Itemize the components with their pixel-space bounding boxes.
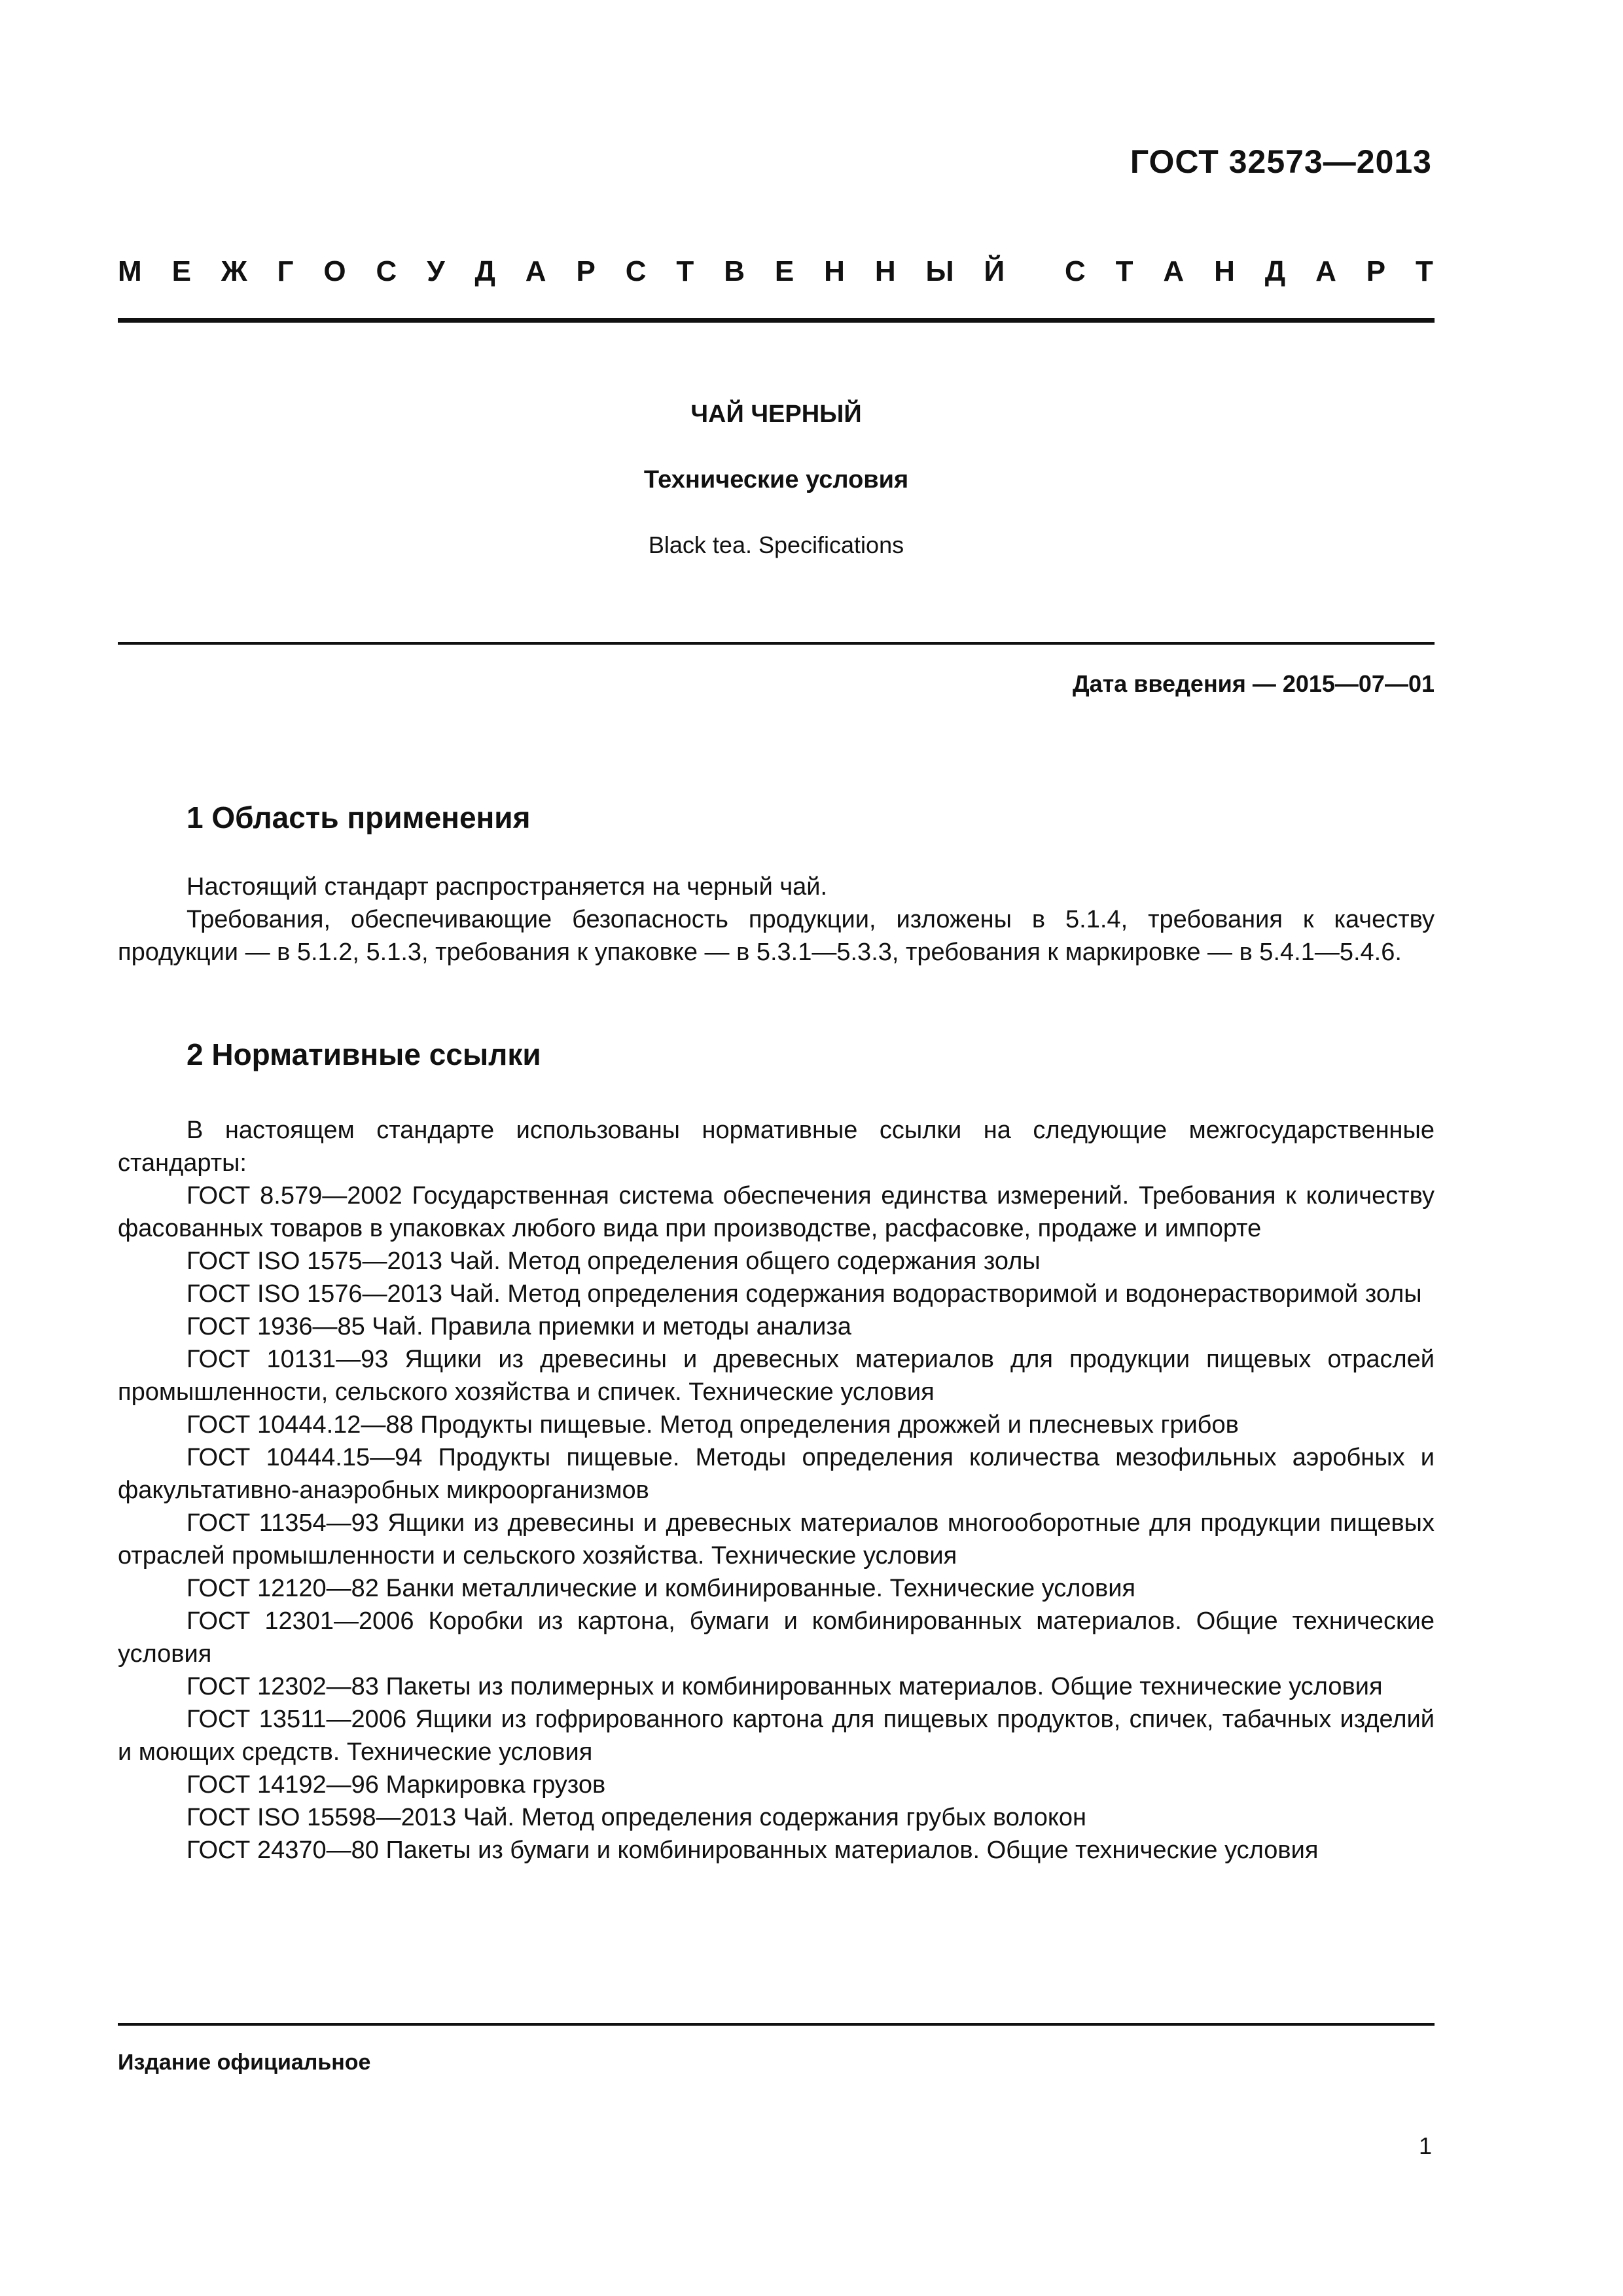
- banner-letter: О: [323, 255, 346, 287]
- reference-item: ГОСТ 10444.12—88 Продукты пищевые. Метод определения дрожжей и плесневых грибов: [187, 1411, 1239, 1439]
- section-2-body: [118, 1114, 1435, 1867]
- reference-item: ГОСТ 12302—83 Пакеты из полимерных и комбинированных материалов. Общие технические условия: [187, 1673, 1383, 1700]
- reference-item: ГОСТ ISO 15598—2013 Чай. Метод определения содержания грубых волокон: [187, 1804, 1086, 1831]
- reference-item: ГОСТ 8.579—2002 Государственная система обеспечения единства измерений. Требования к количеству фасованных товаров в упаковках любого вида при производстве, расфасовке, продаже и импорте: [118, 1182, 1435, 1242]
- banner-letter: Г: [277, 255, 294, 287]
- reference-item: ГОСТ 11354—93 Ящики из древесины и древесных материалов многооборотные для продукции пищевых отраслей промышленности и сельского хозяйства. Технические условия: [118, 1509, 1435, 1570]
- banner-letter: Й: [984, 255, 1005, 287]
- reference-item: ГОСТ ISO 1576—2013 Чай. Метод определения содержания водорастворимой и водонерастворимой золы: [187, 1280, 1422, 1308]
- document-title-english: Black tea. Specifications: [648, 531, 904, 558]
- paragraph: Настоящий стандарт распространяется на черный чай.: [187, 873, 828, 901]
- banner-letter: Д: [474, 255, 495, 287]
- section-1-heading: 1 Область применения: [187, 800, 531, 834]
- document-subtitle: Технические условия: [643, 466, 909, 493]
- banner-letter: М: [118, 255, 142, 287]
- banner-letter: С: [1064, 255, 1086, 287]
- official-edition-label: Издание официальное: [118, 2050, 371, 2075]
- banner-letter: А: [1315, 255, 1336, 287]
- banner-letter: Е: [774, 255, 794, 287]
- banner-letter: Т: [1115, 255, 1133, 287]
- paragraph: В настоящем стандарте использованы нормативные ссылки на следующие межгосударственные стандарты:: [118, 1117, 1435, 1177]
- banner-letter: В: [724, 255, 745, 287]
- reference-item: ГОСТ 24370—80 Пакеты из бумаги и комбинированных материалов. Общие технические условия: [187, 1837, 1319, 1864]
- banner-letter: Н: [1214, 255, 1235, 287]
- paragraph: Требования, обеспечивающие безопасность продукции, изложены в 5.1.4, требования к качеству продукции — в 5.1.2, 5.1.3, требования к упаковке — в 5.3.1—5.3.3, требования к маркировке — в 5.4.1—5.4.6.: [118, 906, 1435, 966]
- reference-item: ГОСТ 14192—96 Маркировка грузов: [187, 1771, 606, 1799]
- introduction-date: Дата введения — 2015—07—01: [1072, 670, 1435, 697]
- header-divider: [118, 318, 1435, 323]
- gost-number: ГОСТ 32573—2013: [1130, 143, 1432, 180]
- reference-item: ГОСТ 12120—82 Банки металлические и комбинированные. Технические условия: [187, 1575, 1135, 1602]
- section-2-heading: 2 Нормативные ссылки: [187, 1037, 541, 1071]
- banner-letter: Ы: [925, 255, 954, 287]
- interstate-standard-banner: [118, 255, 1433, 288]
- banner-letter: Д: [1264, 255, 1286, 287]
- banner-letter: Р: [1366, 255, 1386, 287]
- section-1-body: [118, 870, 1435, 969]
- banner-letter: С: [625, 255, 647, 287]
- banner-letter: У: [427, 255, 445, 287]
- title-divider: [118, 642, 1435, 645]
- banner-letter: Т: [1416, 255, 1433, 287]
- reference-item: ГОСТ ISO 1575—2013 Чай. Метод определения общего содержания золы: [187, 1247, 1041, 1275]
- banner-letter: Н: [874, 255, 896, 287]
- banner-letter: Е: [171, 255, 191, 287]
- reference-item: ГОСТ 12301—2006 Коробки из картона, бумаги и комбинированных материалов. Общие технические условия: [118, 1607, 1435, 1668]
- banner-letter: Т: [676, 255, 694, 287]
- document-title: ЧАЙ ЧЕРНЫЙ: [690, 401, 862, 428]
- banner-letter: Р: [576, 255, 596, 287]
- banner-letter: Н: [824, 255, 845, 287]
- page-number: 1: [1418, 2132, 1432, 2159]
- banner-letter: А: [1163, 255, 1185, 287]
- reference-item: ГОСТ 10131—93 Ящики из древесины и древесных материалов для продукции пищевых отраслей промышленности, сельского хозяйства и спичек. Технические условия: [118, 1346, 1435, 1406]
- reference-item: ГОСТ 13511—2006 Ящики из гофрированного картона для пищевых продуктов, спичек, табачных изделий и моющих средств. Технические условия: [118, 1706, 1435, 1766]
- banner-letter: Ж: [221, 255, 247, 287]
- banner-letter: С: [376, 255, 397, 287]
- footer-divider: [118, 2023, 1435, 2026]
- banner-letter: А: [525, 255, 546, 287]
- reference-item: ГОСТ 1936—85 Чай. Правила приемки и методы анализа: [187, 1313, 851, 1340]
- reference-item: ГОСТ 10444.15—94 Продукты пищевые. Методы определения количества мезофильных аэробных и факультативно-анаэробных микроорганизмов: [118, 1444, 1435, 1504]
